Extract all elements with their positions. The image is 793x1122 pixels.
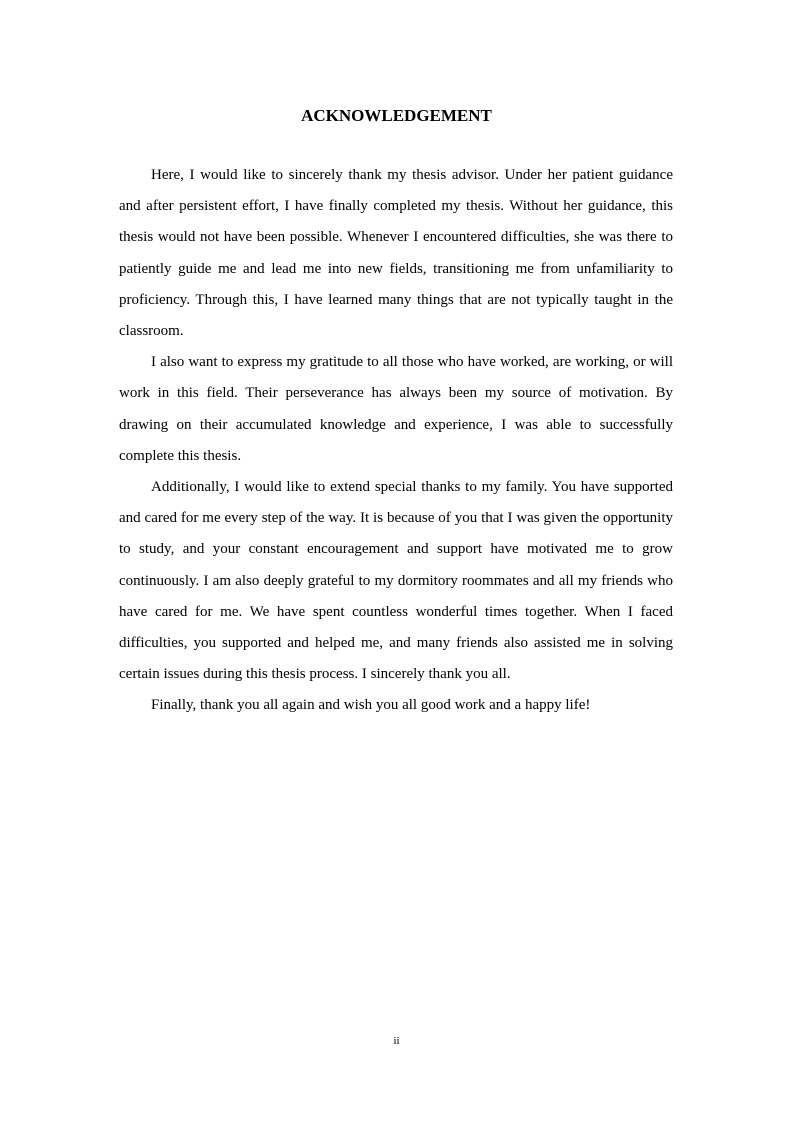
paragraph-closing: Finally, thank you all again and wish you all good work and a happy life!	[151, 697, 591, 714]
acknowledgement-body	[119, 160, 673, 722]
page-number: ii	[393, 1035, 400, 1047]
page-title: ACKNOWLEDGEMENT	[301, 106, 492, 125]
paragraph-field-workers: I also want to express my gratitude to all those who have worked, are working, or will work in this field. Their perseverance has always been my source of motivation. By drawing on their accumulated knowledge and experience, I was able to successfully complete this thesis.	[119, 354, 673, 464]
paragraph-advisor: Here, I would like to sincerely thank my thesis advisor. Under her patient guidance and after persistent effort, I have finally completed my thesis. Without her guidance, this thesis would not have been possible. Whenever I encountered difficulties, she was there to patiently guide me and lead me into new fields, transitioning me from unfamiliarity to proficiency. Through this, I have learned many things that are not typically taught in the classroom.	[119, 167, 673, 340]
paragraph-family-friends: Additionally, I would like to extend special thanks to my family. You have supported and cared for me every step of the way. It is because of you that I was given the opportunity to study, and your constant encouragement and support have motivated me to grow continuously. I am also deeply grateful to my dormitory roommates and all my friends who have cared for me. We have spent countless wonderful times together. When I faced difficulties, you supported and helped me, and many friends also assisted me in solving certain issues during this thesis process. I sincerely thank you all.	[119, 479, 673, 683]
